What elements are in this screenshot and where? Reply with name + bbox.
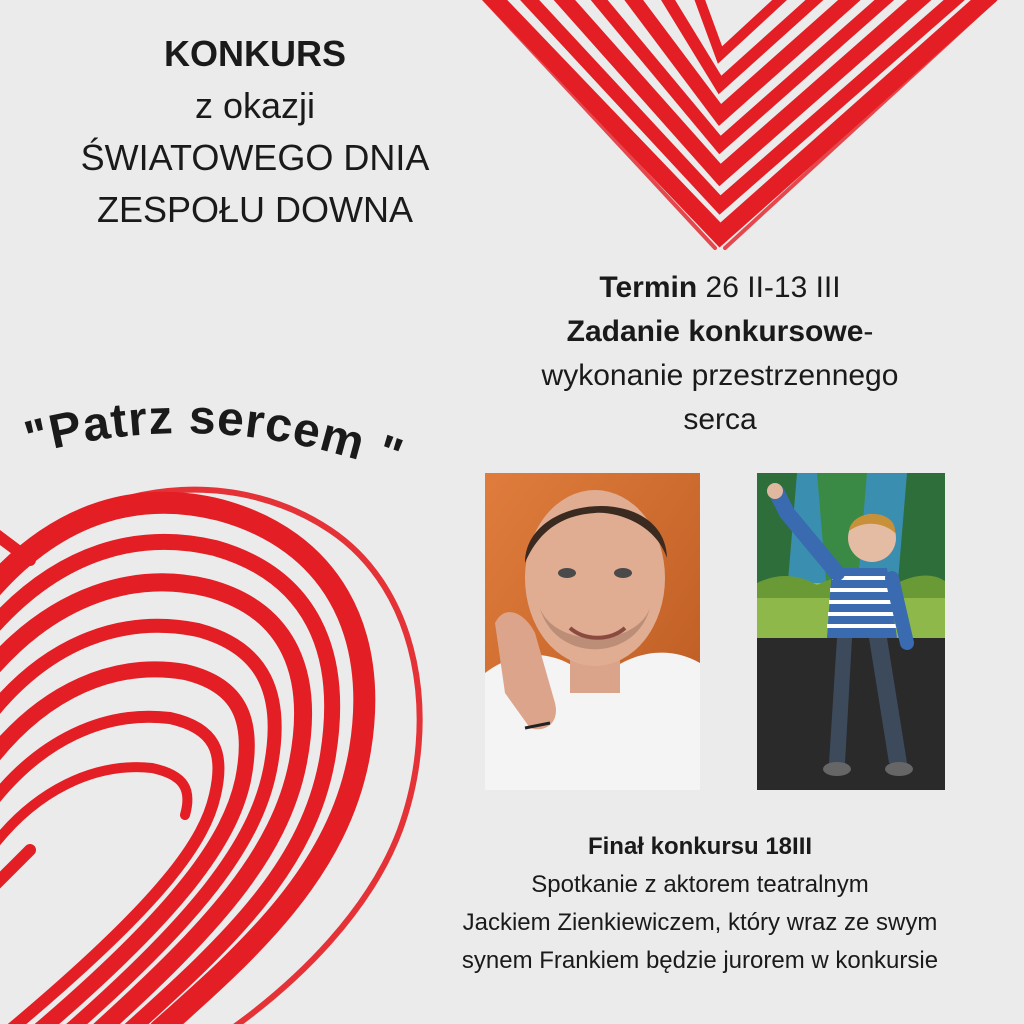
final-line-3: synem Frankiem będzie jurorem w konkursie (461, 947, 939, 974)
header-block (0, 28, 510, 236)
final-title: Finał konkursu 18III (587, 833, 813, 860)
final-line-1: Spotkanie z aktorem teatralnym (531, 871, 869, 898)
header-line-3: ŚWIATOWEGO DNIA (80, 137, 430, 178)
task-dash: - (863, 315, 874, 348)
task-line-2: wykonanie przestrzennego (541, 359, 899, 392)
slogan (0, 380, 500, 520)
boy-photo (757, 473, 945, 790)
task-label: Zadanie konkursowe (566, 315, 864, 348)
task-line (460, 310, 980, 354)
header-line-2: z okazji (194, 85, 316, 126)
final-line-2: Jackiem Zienkiewiczem, który wraz ze swym (462, 909, 938, 936)
task-line-3: serca (683, 403, 757, 436)
info-block (460, 266, 980, 442)
actor-photo (485, 473, 700, 790)
final-block (380, 828, 1020, 980)
slogan-text: "Patrz sercem " (19, 391, 410, 484)
termin-value: 26 II-13 III (705, 271, 841, 304)
header-line-4: ZESPOŁU DOWNA (96, 189, 414, 230)
termin-line (460, 266, 980, 310)
svg-text:"Patrz sercem " (19, 391, 410, 483)
header-title: KONKURS (163, 33, 346, 74)
termin-label: Termin (599, 271, 698, 304)
top-heart-graphic (470, 0, 1010, 250)
